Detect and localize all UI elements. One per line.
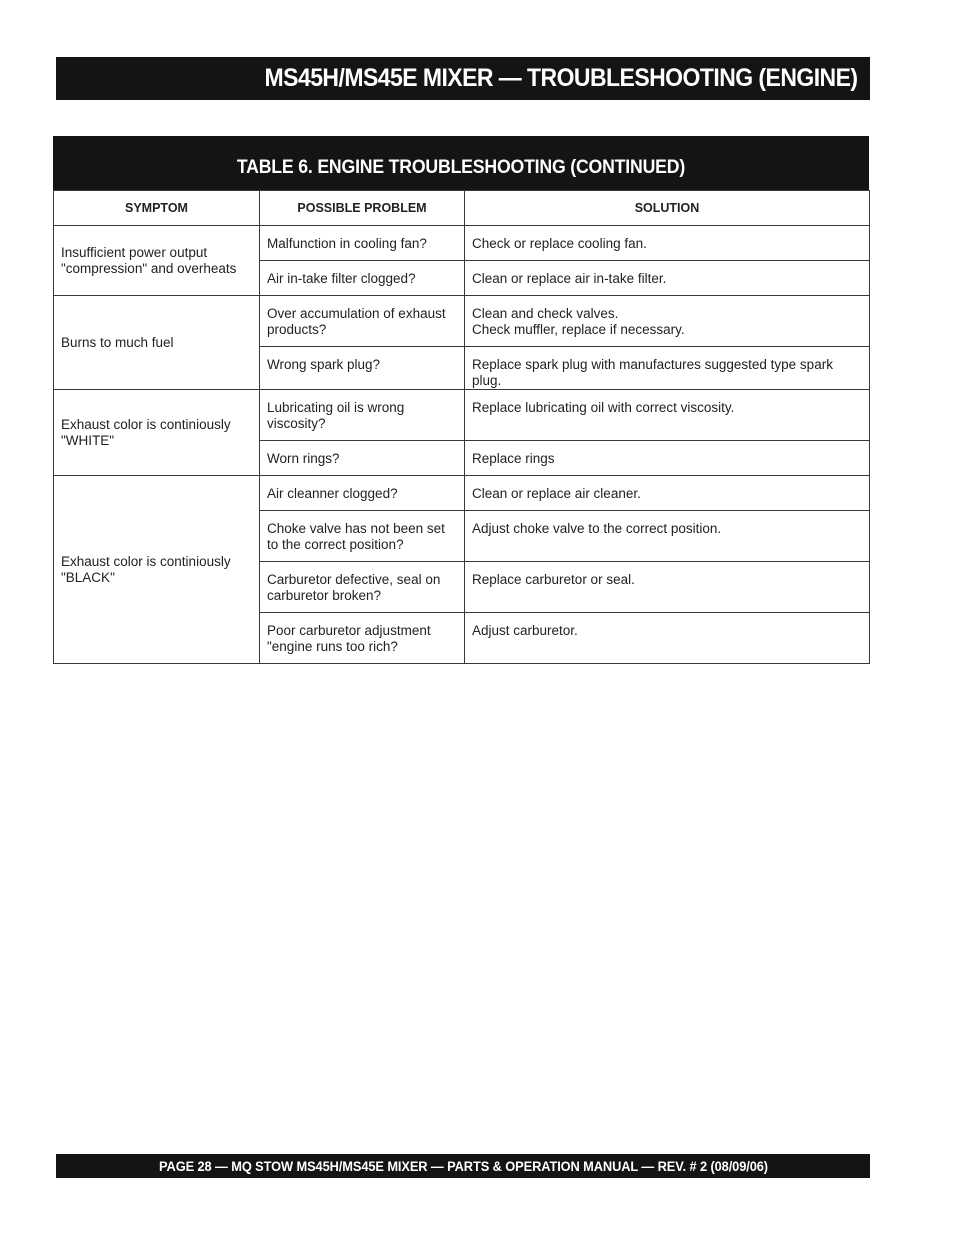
problem-cell: Air cleanner clogged?: [260, 476, 465, 511]
table-row: [54, 226, 870, 261]
solution-cell: Replace carburetor or seal.: [465, 562, 870, 613]
solution-cell: Clean and check valves. Check muffler, replace if necessary.: [465, 296, 870, 347]
table-caption: TABLE 6. ENGINE TROUBLESHOOTING (CONTINUED): [236, 157, 686, 178]
troubleshooting-table: [53, 136, 869, 664]
solution-cell: Adjust carburetor.: [465, 613, 870, 664]
problem-cell: Poor carburetor adjustment "engine runs too rich?: [260, 613, 465, 664]
solution-cell: Replace lubricating oil with correct viscosity.: [465, 390, 870, 441]
symptom-cell: Exhaust color is continiously "WHITE": [54, 390, 260, 476]
table-row: [54, 390, 870, 441]
engine-troubleshooting-table: [53, 190, 870, 664]
problem-cell: Wrong spark plug?: [260, 347, 465, 390]
table-row: [54, 296, 870, 347]
page-footer: [56, 1154, 870, 1178]
problem-cell: Carburetor defective, seal on carburetor broken?: [260, 562, 465, 613]
footer-text: PAGE 28 — MQ STOW MS45H/MS45E MIXER — PARTS & OPERATION MANUAL — REV. # 2 (08/09/06): [158, 1158, 768, 1174]
problem-cell: Worn rings?: [260, 441, 465, 476]
solution-cell: Adjust choke valve to the correct position.: [465, 511, 870, 562]
symptom-cell: Insufficient power output "compression" and overheats: [54, 226, 260, 296]
problem-cell: Choke valve has not been set to the correct position?: [260, 511, 465, 562]
column-header-solution: SOLUTION: [465, 191, 870, 226]
problem-cell: Lubricating oil is wrong viscosity?: [260, 390, 465, 441]
symptom-cell: Burns to much fuel: [54, 296, 260, 390]
problem-cell: Over accumulation of exhaust products?: [260, 296, 465, 347]
problem-cell: Air in-take filter clogged?: [260, 261, 465, 296]
solution-cell: Clean or replace air in-take filter.: [465, 261, 870, 296]
solution-cell: Clean or replace air cleaner.: [465, 476, 870, 511]
table-header-row: [54, 191, 870, 226]
problem-cell: Malfunction in cooling fan?: [260, 226, 465, 261]
symptom-cell: Exhaust color is continiously "BLACK": [54, 476, 260, 664]
column-header-possible-problem: POSSIBLE PROBLEM: [260, 191, 465, 226]
page-header: [56, 57, 870, 100]
page-title: MS45H/MS45E MIXER — TROUBLESHOOTING (ENGINE): [265, 64, 858, 92]
column-header-symptom: SYMPTOM: [54, 191, 260, 226]
solution-cell: Replace spark plug with manufactures suggested type spark plug.: [465, 347, 870, 390]
solution-cell: Check or replace cooling fan.: [465, 226, 870, 261]
solution-cell: Replace rings: [465, 441, 870, 476]
table-caption-bar: [53, 136, 869, 190]
table-row: [54, 476, 870, 511]
